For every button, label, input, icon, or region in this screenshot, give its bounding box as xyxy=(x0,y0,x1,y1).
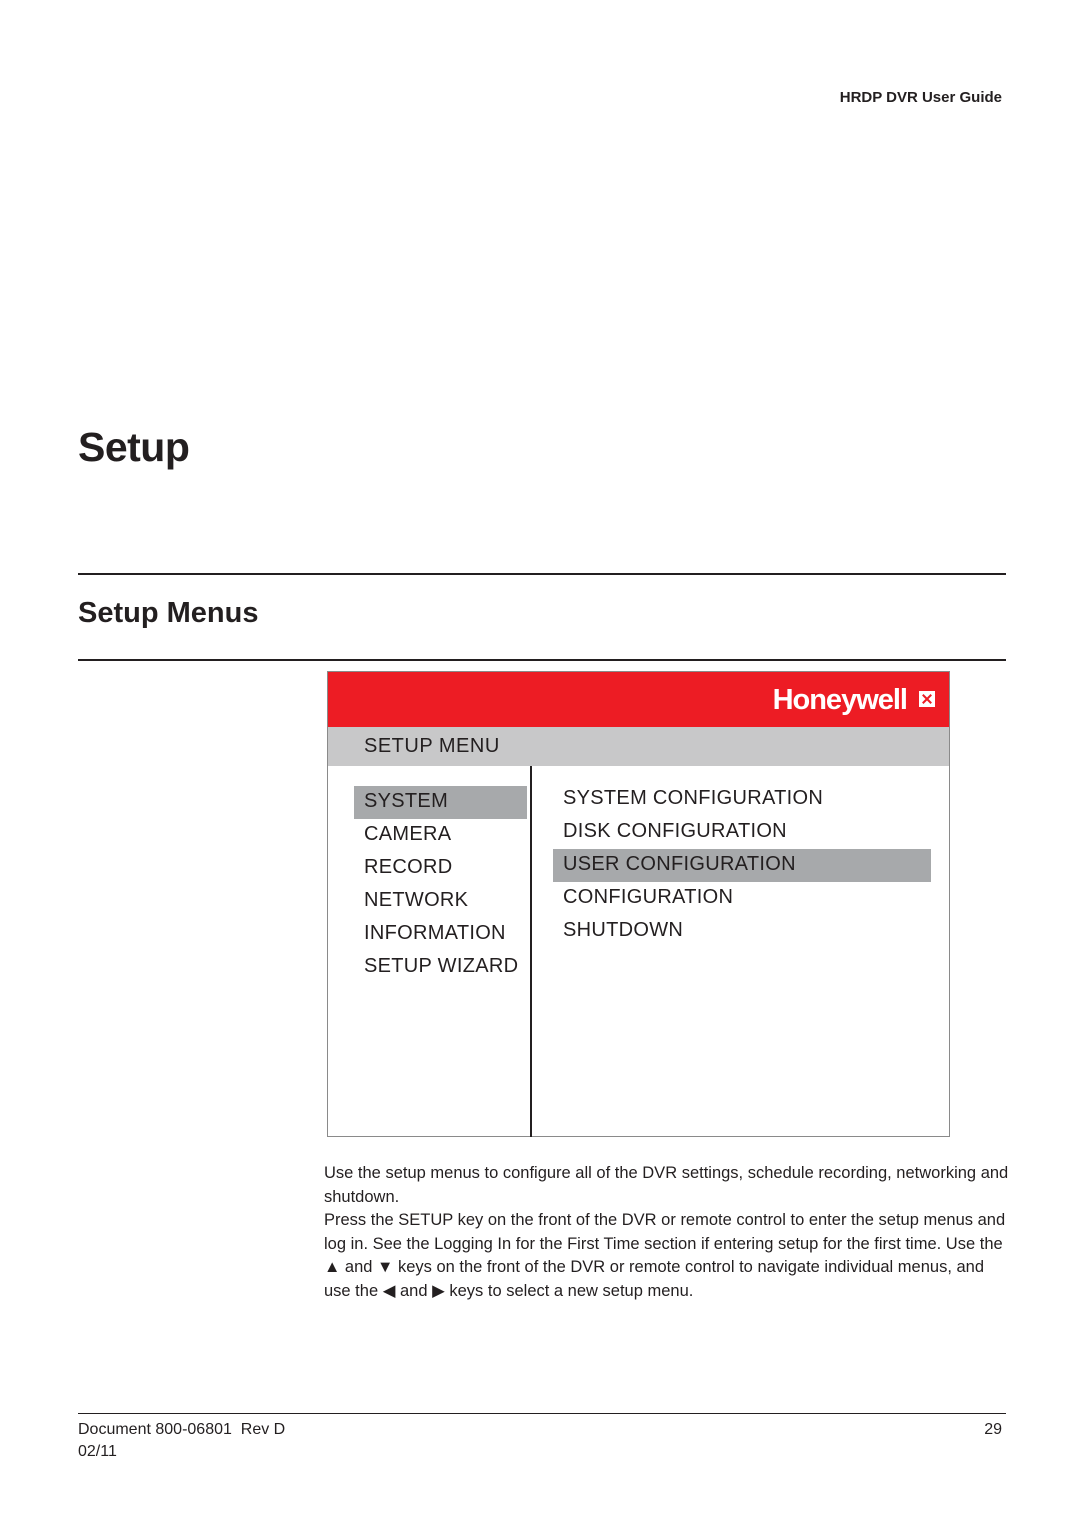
honeywell-logo-mark-icon xyxy=(919,691,935,707)
footer-date: 02/11 xyxy=(78,1443,117,1460)
dvr-submenu-configuration[interactable]: CONFIGURATION xyxy=(563,886,734,908)
footer-document-number: Document 800-06801 Rev D xyxy=(78,1421,286,1438)
dvr-setup-screen-figure xyxy=(327,671,950,1137)
honeywell-logo: Honeywell xyxy=(772,684,907,716)
body-paragraph-1: Use the setup menus to configure all of the DVR settings, schedule recording, networking and shutdown. xyxy=(324,1164,1009,1206)
dvr-category-record[interactable]: RECORD xyxy=(364,856,453,878)
body-text xyxy=(324,1162,1010,1303)
dvr-category-information[interactable]: INFORMATION xyxy=(364,922,506,944)
footer-rule xyxy=(78,1413,1006,1414)
dvr-submenu-shutdown[interactable]: SHUTDOWN xyxy=(563,919,684,941)
dvr-brand-bar xyxy=(328,672,949,727)
page-number: 29 xyxy=(984,1421,1002,1438)
dvr-submenu-system-configuration[interactable]: SYSTEM CONFIGURATION xyxy=(563,787,824,809)
dvr-column-divider xyxy=(530,766,532,1137)
dvr-menu-bar xyxy=(328,727,949,766)
dvr-submenu-list xyxy=(553,783,931,948)
section-rule-top xyxy=(78,573,1006,575)
section-title: Setup Menus xyxy=(78,597,259,629)
dvr-menu-title: SETUP MENU xyxy=(364,735,500,757)
dvr-submenu-disk-configuration[interactable]: DISK CONFIGURATION xyxy=(563,820,787,842)
footer-document-info xyxy=(78,1419,285,1463)
section-rule-bottom xyxy=(78,659,1006,661)
running-header: HRDP DVR User Guide xyxy=(839,89,1002,106)
dvr-category-system[interactable]: SYSTEM xyxy=(354,786,527,819)
dvr-category-list xyxy=(354,786,527,984)
dvr-submenu-user-configuration[interactable]: USER CONFIGURATION xyxy=(553,849,931,882)
body-paragraph-2: Press the SETUP key on the front of the DVR or remote control to enter the setup menus and log in. See the Logging In for the First Time section if entering setup for the first time. Use the ▲ and ▼ keys on the front of the DVR or remote control to navigate individual menus, and use the ◀ and ▶ keys to select a new setup menu. xyxy=(324,1211,1006,1300)
dvr-category-camera[interactable]: CAMERA xyxy=(364,823,452,845)
dvr-category-setup-wizard[interactable]: SETUP WIZARD xyxy=(364,955,519,977)
dvr-category-network[interactable]: NETWORK xyxy=(364,889,469,911)
chapter-title: Setup xyxy=(78,424,190,470)
